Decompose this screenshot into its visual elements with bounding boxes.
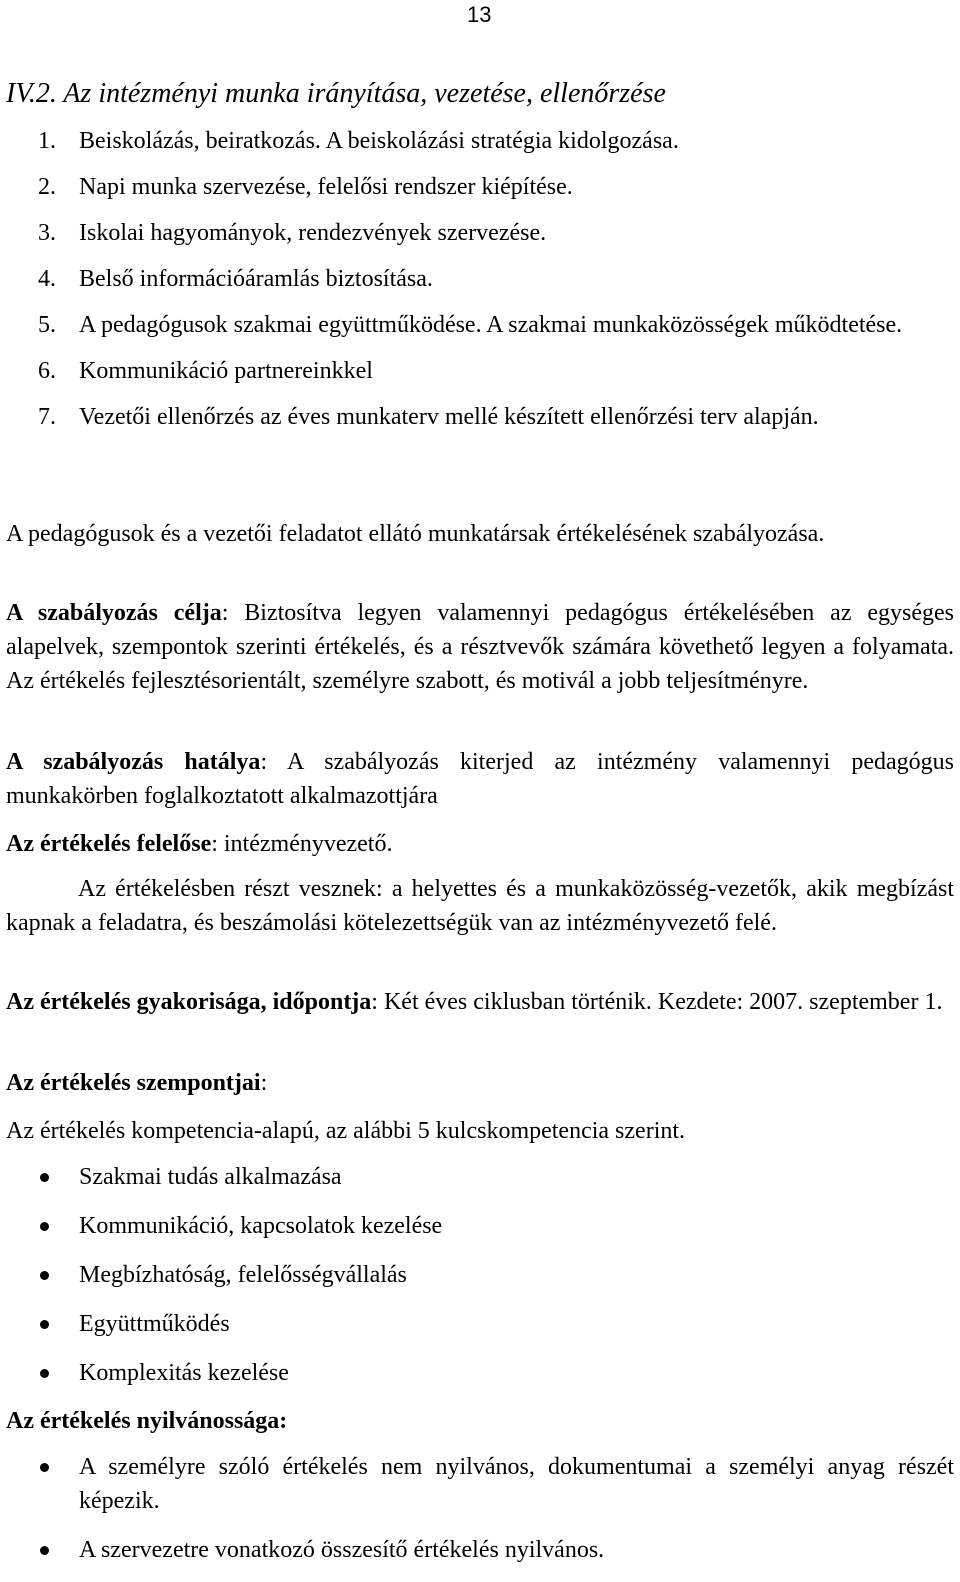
list-item-text: Napi munka szervezése, felelősi rendszer kiépítése. bbox=[79, 174, 573, 200]
list-item bbox=[6, 1356, 954, 1390]
bullet-icon bbox=[40, 1173, 49, 1182]
bullet-icon bbox=[40, 1271, 49, 1280]
bullet-icon bbox=[40, 1320, 49, 1329]
list-item-text: Kommunikáció, kapcsolatok kezelése bbox=[79, 1213, 443, 1239]
responsible-text: : intézményvezető. bbox=[211, 831, 393, 857]
list-item-text: Együttműködés bbox=[79, 1311, 230, 1337]
list-item bbox=[6, 216, 954, 250]
list-item bbox=[6, 1450, 954, 1518]
list-item-text: Beiskolázás, beiratkozás. A beiskolázási stratégia kidolgozása. bbox=[79, 128, 679, 154]
list-item-text: Komplexitás kezelése bbox=[79, 1360, 289, 1386]
competency-list bbox=[6, 1160, 954, 1405]
frequency-text: : Két éves ciklusban történik. Kezdete: 2007. szeptember 1. bbox=[371, 989, 943, 1015]
task-list bbox=[6, 124, 954, 446]
list-item bbox=[6, 400, 954, 434]
publicity-heading-text: Az értékelés nyilvánossága: bbox=[6, 1408, 288, 1434]
list-item bbox=[6, 1258, 954, 1292]
list-item-number: 1. bbox=[38, 128, 56, 154]
list-item-number: 2. bbox=[38, 174, 56, 200]
list-item bbox=[6, 1533, 954, 1567]
scope-paragraph bbox=[6, 745, 954, 813]
section-heading: IV.2. Az intézményi munka irányítása, vezetése, ellenőrzése bbox=[6, 78, 666, 109]
purpose-paragraph bbox=[6, 596, 954, 698]
participants-paragraph: Az értékelésben részt vesznek: a helyettes és a munkaközösség-vezetők, akik megbízást kapnak a feladatra, és beszámolási kötelezettségük van az intézményvezető felé. bbox=[6, 876, 954, 936]
scope-label: A szabályozás hatálya bbox=[6, 749, 261, 775]
list-item bbox=[6, 354, 954, 388]
list-item-number: 5. bbox=[38, 312, 56, 338]
criteria-label: Az értékelés szempontjai bbox=[6, 1070, 261, 1096]
bullet-icon bbox=[40, 1463, 49, 1472]
responsible-label: Az értékelés felelőse bbox=[6, 831, 212, 857]
list-item-text: A személyre szóló értékelés nem nyilvános, dokumentumai a személyi anyag részét képezik. bbox=[79, 1454, 954, 1514]
purpose-label: A szabályozás célja bbox=[6, 600, 222, 626]
list-item-text: A pedagógusok szakmai együttműködése. A szakmai munkaközösségek működtetése. bbox=[79, 312, 903, 338]
list-item-number: 4. bbox=[38, 266, 56, 292]
list-item bbox=[6, 1307, 954, 1341]
bullet-icon bbox=[40, 1222, 49, 1231]
list-item bbox=[6, 170, 954, 204]
scope-text: : A szabályozás kiterjed az intézmény valamennyi pedagógus munkakörben foglalkoztatott alkalmazottjára bbox=[6, 749, 955, 809]
regulation-title: A pedagógusok és a vezetői feladatot ellátó munkatársak értékelésének szabályozása. bbox=[6, 521, 825, 547]
list-item-number: 6. bbox=[38, 358, 56, 384]
frequency-label: Az értékelés gyakorisága, időpontja bbox=[6, 989, 372, 1015]
list-item-text: Belső információáramlás biztosítása. bbox=[79, 266, 433, 292]
publicity-heading bbox=[6, 1404, 954, 1438]
list-item-text: Szakmai tudás alkalmazása bbox=[79, 1164, 342, 1190]
list-item-text: Vezetői ellenőrzés az éves munkaterv mellé készített ellenőrzési terv alapján. bbox=[79, 404, 819, 430]
responsible-paragraph bbox=[6, 827, 954, 861]
criteria-text: : bbox=[260, 1070, 268, 1096]
bullet-icon bbox=[40, 1546, 49, 1555]
bullet-icon bbox=[40, 1369, 49, 1378]
publicity-list bbox=[6, 1450, 954, 1582]
list-item bbox=[6, 124, 954, 158]
list-item-text: A szervezetre vonatkozó összesítő értékelés nyilvános. bbox=[79, 1537, 605, 1563]
purpose-text: : Biztosítva legyen valamennyi pedagógus értékelésében az egységes alapelvek, szempontok szerinti értékelés, és a résztvevők számára követhető legyen a folyamata. Az értékelés fejlesztésorientált, személyre szabott, és motivál a jobb teljesítményre. bbox=[6, 600, 954, 694]
frequency-paragraph bbox=[6, 985, 954, 1019]
list-item bbox=[6, 1160, 954, 1194]
criteria-paragraph bbox=[6, 1066, 954, 1100]
list-item-number: 7. bbox=[38, 404, 56, 430]
list-item bbox=[6, 308, 954, 342]
page-number: 13 bbox=[467, 2, 492, 27]
list-item-text: Iskolai hagyományok, rendezvények szervezése. bbox=[79, 220, 547, 246]
list-item-text: Kommunikáció partnereinkkel bbox=[79, 358, 373, 384]
list-item bbox=[6, 1209, 954, 1243]
list-item-number: 3. bbox=[38, 220, 56, 246]
list-item bbox=[6, 262, 954, 296]
competency-intro: Az értékelés kompetencia-alapú, az alábbi 5 kulcskompetencia szerint. bbox=[6, 1118, 686, 1144]
list-item-text: Megbízhatóság, felelősségvállalás bbox=[79, 1262, 407, 1288]
